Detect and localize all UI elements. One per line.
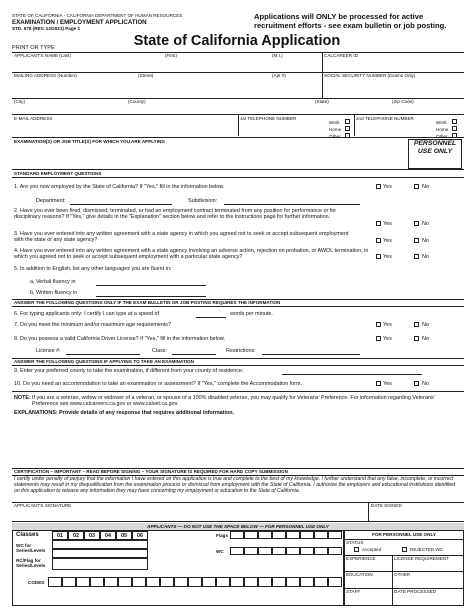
certification-title: CERTIFICATION – IMPORTANT – READ BEFORE SIGNING – YOUR SIGNATURE IS REQUIRED FOR HARD COPY SUBMISSION [14, 469, 288, 474]
phone1-input[interactable] [240, 122, 316, 134]
class-06: 06 [132, 531, 148, 540]
zip-label: (Zip Code) [392, 99, 414, 104]
question-3: 3. Have you ever entered into any written agreement with a state agency in which you agreed not to seek or accept subsequent employment with the state or any state agency? [14, 231, 349, 244]
subdivision-input[interactable] [224, 204, 360, 205]
q1-no-checkbox[interactable] [414, 184, 419, 189]
class-05: 05 [116, 531, 132, 540]
name-input[interactable] [14, 59, 320, 71]
q8-no-label: No [422, 336, 429, 342]
class-03: 03 [84, 531, 100, 540]
recruitment-notice: Applications will ONLY be processed for active recruitment efforts - see exam bulletin or job posting. [254, 12, 447, 30]
email-label: E-MAIL ADDRESS [14, 116, 53, 121]
q10-yes-label: Yes [383, 381, 392, 387]
street-label: (Street) [138, 73, 154, 78]
explanations-input[interactable] [14, 418, 462, 466]
form-title: EXAMINATION / EMPLOYMENT APPLICATION [12, 18, 147, 26]
note-label: NOTE: [14, 395, 31, 401]
q4-no-checkbox[interactable] [414, 254, 419, 259]
phone2-home-checkbox[interactable] [452, 126, 457, 131]
veterans-note: If you are a veteran, widow or widower of a veteran, or spouse of a 100% disabled veteran, you may qualify for Veterans' Preference. For information regarding Veterans' Preference see www.calcareers.ca.gov or www.calvet.ca.gov. [32, 395, 435, 408]
class-04: 04 [100, 531, 116, 540]
personnel-use-label: PERSONNEL USE ONLY [413, 140, 457, 156]
q1-yes-checkbox[interactable] [376, 184, 381, 189]
phone1-home-checkbox[interactable] [345, 126, 350, 131]
q5b-label: b. Written fluency in [30, 290, 78, 296]
staff-label: STAFF [346, 589, 361, 594]
q2-yes-checkbox[interactable] [376, 221, 381, 226]
phone2-work-checkbox[interactable] [452, 119, 457, 124]
phone1-work-label: Work [329, 120, 340, 125]
q6-suffix: words per minute. [230, 311, 273, 317]
phone2-label: 2nd TELEPHONE NUMBER [356, 116, 414, 121]
question-7: 7. Do you meet the minimum and/or maximum age requirements? [14, 322, 171, 328]
q3-no-checkbox[interactable] [414, 238, 419, 243]
q10-no-checkbox[interactable] [414, 381, 419, 386]
office-banner: APPLICANTS — DO NOT USE THE SPACE BELOW — FOR PERSONNEL USE ONLY [12, 523, 464, 530]
phone1-other-label: Other [329, 134, 341, 139]
date-signed-label: DATE SIGNED [371, 503, 402, 508]
codes-label: CODES [28, 580, 45, 585]
city-label: (City) [14, 99, 25, 104]
section-exam-apply: ANSWER THE FOLLOWING QUESTIONS IF APPLYING TO TAKE AN EXAMINATION [14, 359, 194, 364]
q4-yes-label: Yes [383, 254, 392, 260]
other-label: OTHER [394, 572, 411, 577]
explanations-label: EXPLANATIONS: Provide details of any response that requires additional information. [14, 410, 235, 416]
question-6: 6. For typing applicants only: I certify I can type at a speed of [14, 311, 160, 317]
status-label: STATUS [346, 540, 364, 545]
department-label: Department: [36, 198, 66, 204]
class-02: 02 [68, 531, 84, 540]
department-input[interactable] [70, 204, 172, 205]
q2-no-label: No [422, 221, 429, 227]
q3-no-label: No [422, 238, 429, 244]
for-personnel-label: FOR PERSONNEL USE ONLY [372, 532, 436, 537]
question-1: 1. Are you now employed by the State of California? If "Yes," fill in the information below. [14, 184, 225, 190]
rejected-label: REJECTED WC [410, 547, 444, 552]
signature-input[interactable] [14, 509, 366, 519]
page-title: State of California Application [133, 33, 341, 49]
q8-yes-checkbox[interactable] [376, 336, 381, 341]
question-10: 10. Do you need an accommodation to take an examination or assessment? If "Yes," complete the Accommodation form. [14, 381, 302, 387]
preferred-county-input[interactable] [282, 374, 422, 375]
mi-label: (M.I.) [272, 53, 283, 58]
exams-input[interactable] [14, 146, 404, 168]
q5a-label: a. Verbal fluency in [30, 279, 76, 285]
q10-no-label: No [422, 381, 429, 387]
restrictions-input[interactable] [262, 354, 360, 355]
codes-input[interactable] [48, 577, 342, 587]
q1-no-label: No [422, 184, 429, 190]
dept-line: STATE OF CALIFORNIA - CALIFORNIA DEPARTMENT OF HUMAN RESOURCES [12, 13, 183, 18]
wc-series-input[interactable] [52, 549, 148, 558]
typing-speed-input[interactable] [196, 317, 226, 318]
rejected-checkbox[interactable] [402, 547, 407, 552]
certification-body: I certify under penalty of perjury that the information I have entered on this application is true and complete to the best of my knowledge. I further understand that any false, incomplete, or incorrect statements may result in my disqualification from the examination process or dismissal from employment with the State of California. I authorize the employers and educational institutions identified on this application to release any information they may have concerning my employment or education to the State of California. [14, 476, 456, 495]
email-input[interactable] [14, 122, 236, 134]
q2-yes-label: Yes [383, 221, 392, 227]
signature-label: APPLICANT'S SIGNATURE [14, 503, 72, 508]
question-9: 9. Enter your preferred county to take the examination, if different from your county of residence: [14, 368, 244, 374]
license-input[interactable] [66, 354, 140, 355]
subdivision-label: Subdivision: [188, 198, 218, 204]
accepted-label: Accepted [362, 547, 382, 552]
calcareer-id-label: CALCAREER ID [324, 53, 358, 58]
q7-yes-label: Yes [383, 322, 392, 328]
rc-series-label: RC/Flag for Series/Levels [16, 558, 46, 569]
mailing-address-label: MAILING ADDRESS (Number) [14, 73, 77, 78]
form-id: STD. 678 (REV. 12/2021) Page 1 [12, 26, 81, 31]
class-input[interactable] [172, 354, 216, 355]
city-state-zip-input[interactable] [14, 88, 462, 98]
phone2-home-label: Home [436, 127, 449, 132]
last-name-label: APPLICANT'S NAME (Last) [14, 53, 72, 58]
wc-series-label: WC for Series/Levels [16, 543, 46, 554]
q10-yes-checkbox[interactable] [376, 381, 381, 386]
section-standard: STANDARD EMPLOYMENT QUESTIONS [14, 171, 102, 176]
q7-no-label: No [422, 322, 429, 328]
phone1-home-label: Home [329, 127, 342, 132]
question-8: 8. Do you possess a valid California Driver License? If "Yes," fill in the information below. [14, 336, 225, 342]
print-hint: PRINT OR TYPE [12, 45, 55, 51]
classes-label: Classes [16, 532, 39, 538]
q3-yes-label: Yes [383, 238, 392, 244]
ssn-label: SOCIAL SECURITY NUMBER (Exams Only) [324, 73, 416, 78]
flags-input[interactable] [230, 531, 342, 539]
q7-yes-checkbox[interactable] [376, 322, 381, 327]
accepted-checkbox[interactable] [354, 547, 359, 552]
rc-series-input[interactable] [52, 558, 148, 570]
license-requirement-label: LICENSE REQUIREMENT [394, 556, 449, 561]
q2-no-checkbox[interactable] [414, 221, 419, 226]
verbal-fluency-input[interactable] [96, 285, 206, 286]
calcareer-id-input[interactable] [324, 59, 462, 71]
flags-label: Flags [216, 533, 228, 538]
restrictions-label: Restrictions: [226, 348, 256, 354]
q8-yes-label: Yes [383, 336, 392, 342]
education-label: EDUCATION [346, 572, 373, 577]
state-label: (State) [315, 99, 329, 104]
county-label: (County) [128, 99, 146, 104]
class-label: Class: [152, 348, 167, 354]
class-01: 01 [52, 531, 68, 540]
q7-no-checkbox[interactable] [414, 322, 419, 327]
wc-input[interactable] [230, 547, 342, 555]
question-4: 4. Have you ever entered into any written agreement with a state agency involving an adverse action, rejection on probation, or AWOL termination, in which you agreed not to seek or accept subsequent employment with a particular state agency? [14, 248, 369, 261]
experience-label: EXPERIENCE [346, 556, 376, 561]
wc-label: WC [216, 549, 224, 554]
written-fluency-input[interactable] [96, 296, 206, 297]
phone1-work-checkbox[interactable] [345, 119, 350, 124]
apt-label: (Apt #) [272, 73, 286, 78]
phone2-work-label: Work [436, 120, 447, 125]
q1-yes-label: Yes [383, 184, 392, 190]
phone1-label: 1st TELEPHONE NUMBER [240, 116, 297, 121]
q3-yes-checkbox[interactable] [376, 238, 381, 243]
license-label: License #: [36, 348, 61, 354]
question-2: 2. Have you ever been fired, dismissed, terminated, or had an employment contract terminated from any position for performance or for disciplinary reasons? If "Yes," give details in the "Explanation" section below and refer to the instructions page for further information. [14, 208, 337, 221]
question-5: 5. In addition to English, list any other languages you are fluent in: [14, 266, 172, 272]
exams-label: EXAMINATION(S) OR JOB TITLE(S) FOR WHICH YOU ARE APPLYING [14, 139, 165, 144]
date-processed-label: DATE PROCESSED [394, 589, 437, 594]
phone2-other-label: Other [436, 134, 448, 139]
phone2-input[interactable] [356, 122, 430, 134]
q4-yes-checkbox[interactable] [376, 254, 381, 259]
classes-row-input[interactable] [52, 540, 148, 549]
q8-no-checkbox[interactable] [414, 336, 419, 341]
section-only-if: ANSWER THE FOLLOWING QUESTIONS ONLY IF THE EXAM BULLETIN OR JOB POSTING REQUIRES THE INFORMATION [14, 300, 281, 305]
q4-no-label: No [422, 254, 429, 260]
first-name-label: (First) [165, 53, 177, 58]
date-signed-input[interactable] [371, 509, 462, 519]
